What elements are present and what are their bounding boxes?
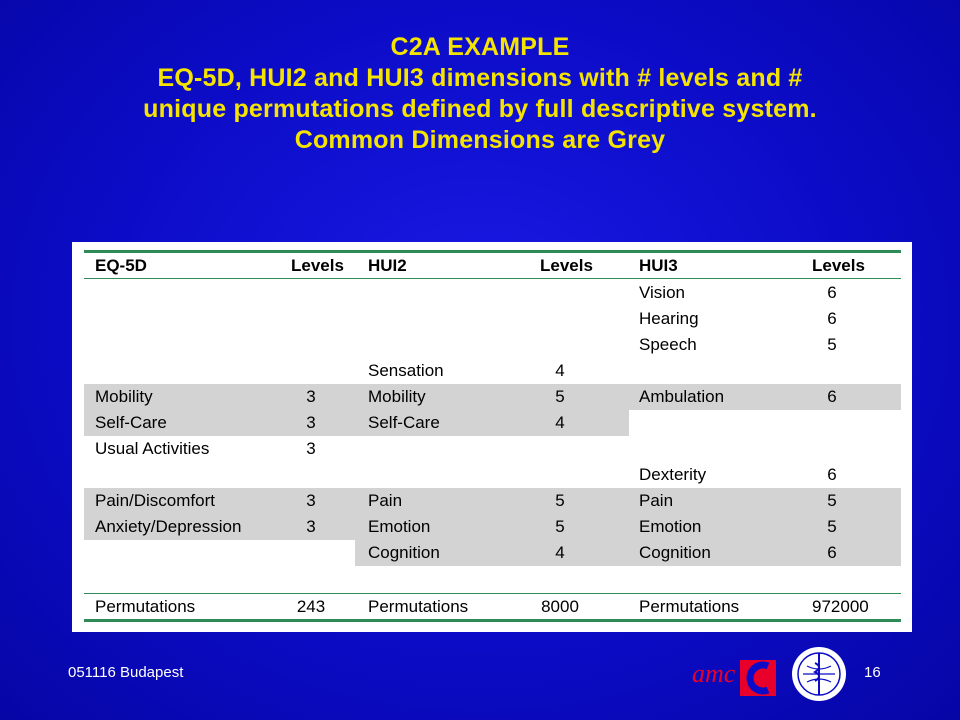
row-2-hui3-levels: 5 bbox=[827, 335, 837, 354]
row-3-hui2-dimension: Sensation bbox=[368, 361, 444, 380]
top-rule bbox=[84, 250, 901, 253]
header-rule bbox=[84, 278, 901, 279]
amc-logo-text: amc bbox=[692, 659, 736, 688]
totals-eq5d-dimension: Permutations bbox=[95, 597, 196, 616]
header-eq5d-dimension: EQ-5D bbox=[95, 256, 147, 275]
title-line-2: EQ-5D, HUI2 and HUI3 dimensions with # levels and # bbox=[157, 64, 803, 92]
row-10-hui3-levels: 6 bbox=[827, 543, 837, 562]
row-7-hui3-dimension: Dexterity bbox=[639, 465, 707, 484]
header-hui2-levels: Levels bbox=[540, 256, 593, 275]
row-4-hui2-levels: 5 bbox=[555, 387, 565, 406]
row-1-hui3-dimension: Hearing bbox=[639, 309, 699, 328]
title-line-1: C2A EXAMPLE bbox=[390, 33, 570, 61]
row-5-eq5d-levels: 3 bbox=[306, 413, 316, 432]
page-number: 16 bbox=[864, 664, 881, 681]
row-4-eq5d-dimension: Mobility bbox=[95, 387, 153, 406]
header-eq5d-levels: Levels bbox=[291, 256, 344, 275]
header-hui3-levels: Levels bbox=[812, 256, 865, 275]
row-10-hui2-levels: 4 bbox=[555, 543, 565, 562]
row-4-hui3-levels: 6 bbox=[827, 387, 837, 406]
totals-hui3-dimension: Permutations bbox=[639, 597, 740, 616]
row-9-hui2-levels: 5 bbox=[555, 517, 565, 536]
row-6-eq5d-levels: 3 bbox=[306, 439, 316, 458]
title-line-3: unique permutations defined by full descriptive system. bbox=[143, 95, 817, 123]
row-9-hui3-dimension: Emotion bbox=[639, 517, 702, 536]
row-4-hui2-dimension: Mobility bbox=[368, 387, 426, 406]
row-9-hui3-levels: 5 bbox=[827, 517, 837, 536]
header-hui3-dimension: HUI3 bbox=[639, 256, 678, 275]
row-8-eq5d-levels: 3 bbox=[306, 491, 316, 510]
totals-hui3-levels: 972000 bbox=[812, 597, 869, 616]
row-9-hui2-dimension: Emotion bbox=[368, 517, 431, 536]
row-1-hui3-levels: 6 bbox=[827, 309, 837, 328]
row-3-hui2-levels: 4 bbox=[555, 361, 565, 380]
row-10-hui2-dimension: Cognition bbox=[368, 543, 440, 562]
row-5-hui2-levels: 4 bbox=[555, 413, 565, 432]
row-8-hui3-levels: 5 bbox=[827, 491, 837, 510]
dimensions-table bbox=[72, 242, 912, 632]
row-2-hui3-dimension: Speech bbox=[639, 335, 697, 354]
row-0-hui3-dimension: Vision bbox=[639, 283, 685, 302]
amc-logo bbox=[690, 652, 780, 698]
row-4-hui3-dimension: Ambulation bbox=[639, 387, 725, 406]
row-9-eq5d-levels: 3 bbox=[306, 517, 316, 536]
row-7-hui3-levels: 6 bbox=[827, 465, 837, 484]
header-hui2-dimension: HUI2 bbox=[368, 256, 407, 275]
row-8-eq5d-dimension: Pain/Discomfort bbox=[95, 491, 215, 510]
row-8-hui2-dimension: Pain bbox=[368, 491, 403, 510]
footer-location: 051116 Budapest bbox=[68, 664, 184, 681]
row-9-eq5d-dimension: Anxiety/Depression bbox=[95, 517, 242, 536]
totals-eq5d-levels: 243 bbox=[296, 597, 326, 616]
totals-hui2-dimension: Permutations bbox=[368, 597, 469, 616]
row-4-eq5d-levels: 3 bbox=[306, 387, 316, 406]
slide-title bbox=[30, 32, 930, 156]
totals-top-rule bbox=[84, 593, 901, 594]
row-5-eq5d-dimension: Self-Care bbox=[95, 413, 167, 432]
totals-hui2-levels: 8000 bbox=[541, 597, 579, 616]
row-8-hui3-dimension: Pain bbox=[639, 491, 674, 510]
row-5-hui2-dimension: Self-Care bbox=[368, 413, 440, 432]
row-10-hui3-dimension: Cognition bbox=[639, 543, 711, 562]
who-emblem-icon bbox=[790, 645, 848, 703]
row-8-hui2-levels: 5 bbox=[555, 491, 565, 510]
title-line-4: Common Dimensions are Grey bbox=[294, 126, 666, 154]
bottom-rule bbox=[84, 619, 901, 622]
row-0-hui3-levels: 6 bbox=[827, 283, 837, 302]
row-6-eq5d-dimension: Usual Activities bbox=[95, 439, 210, 458]
